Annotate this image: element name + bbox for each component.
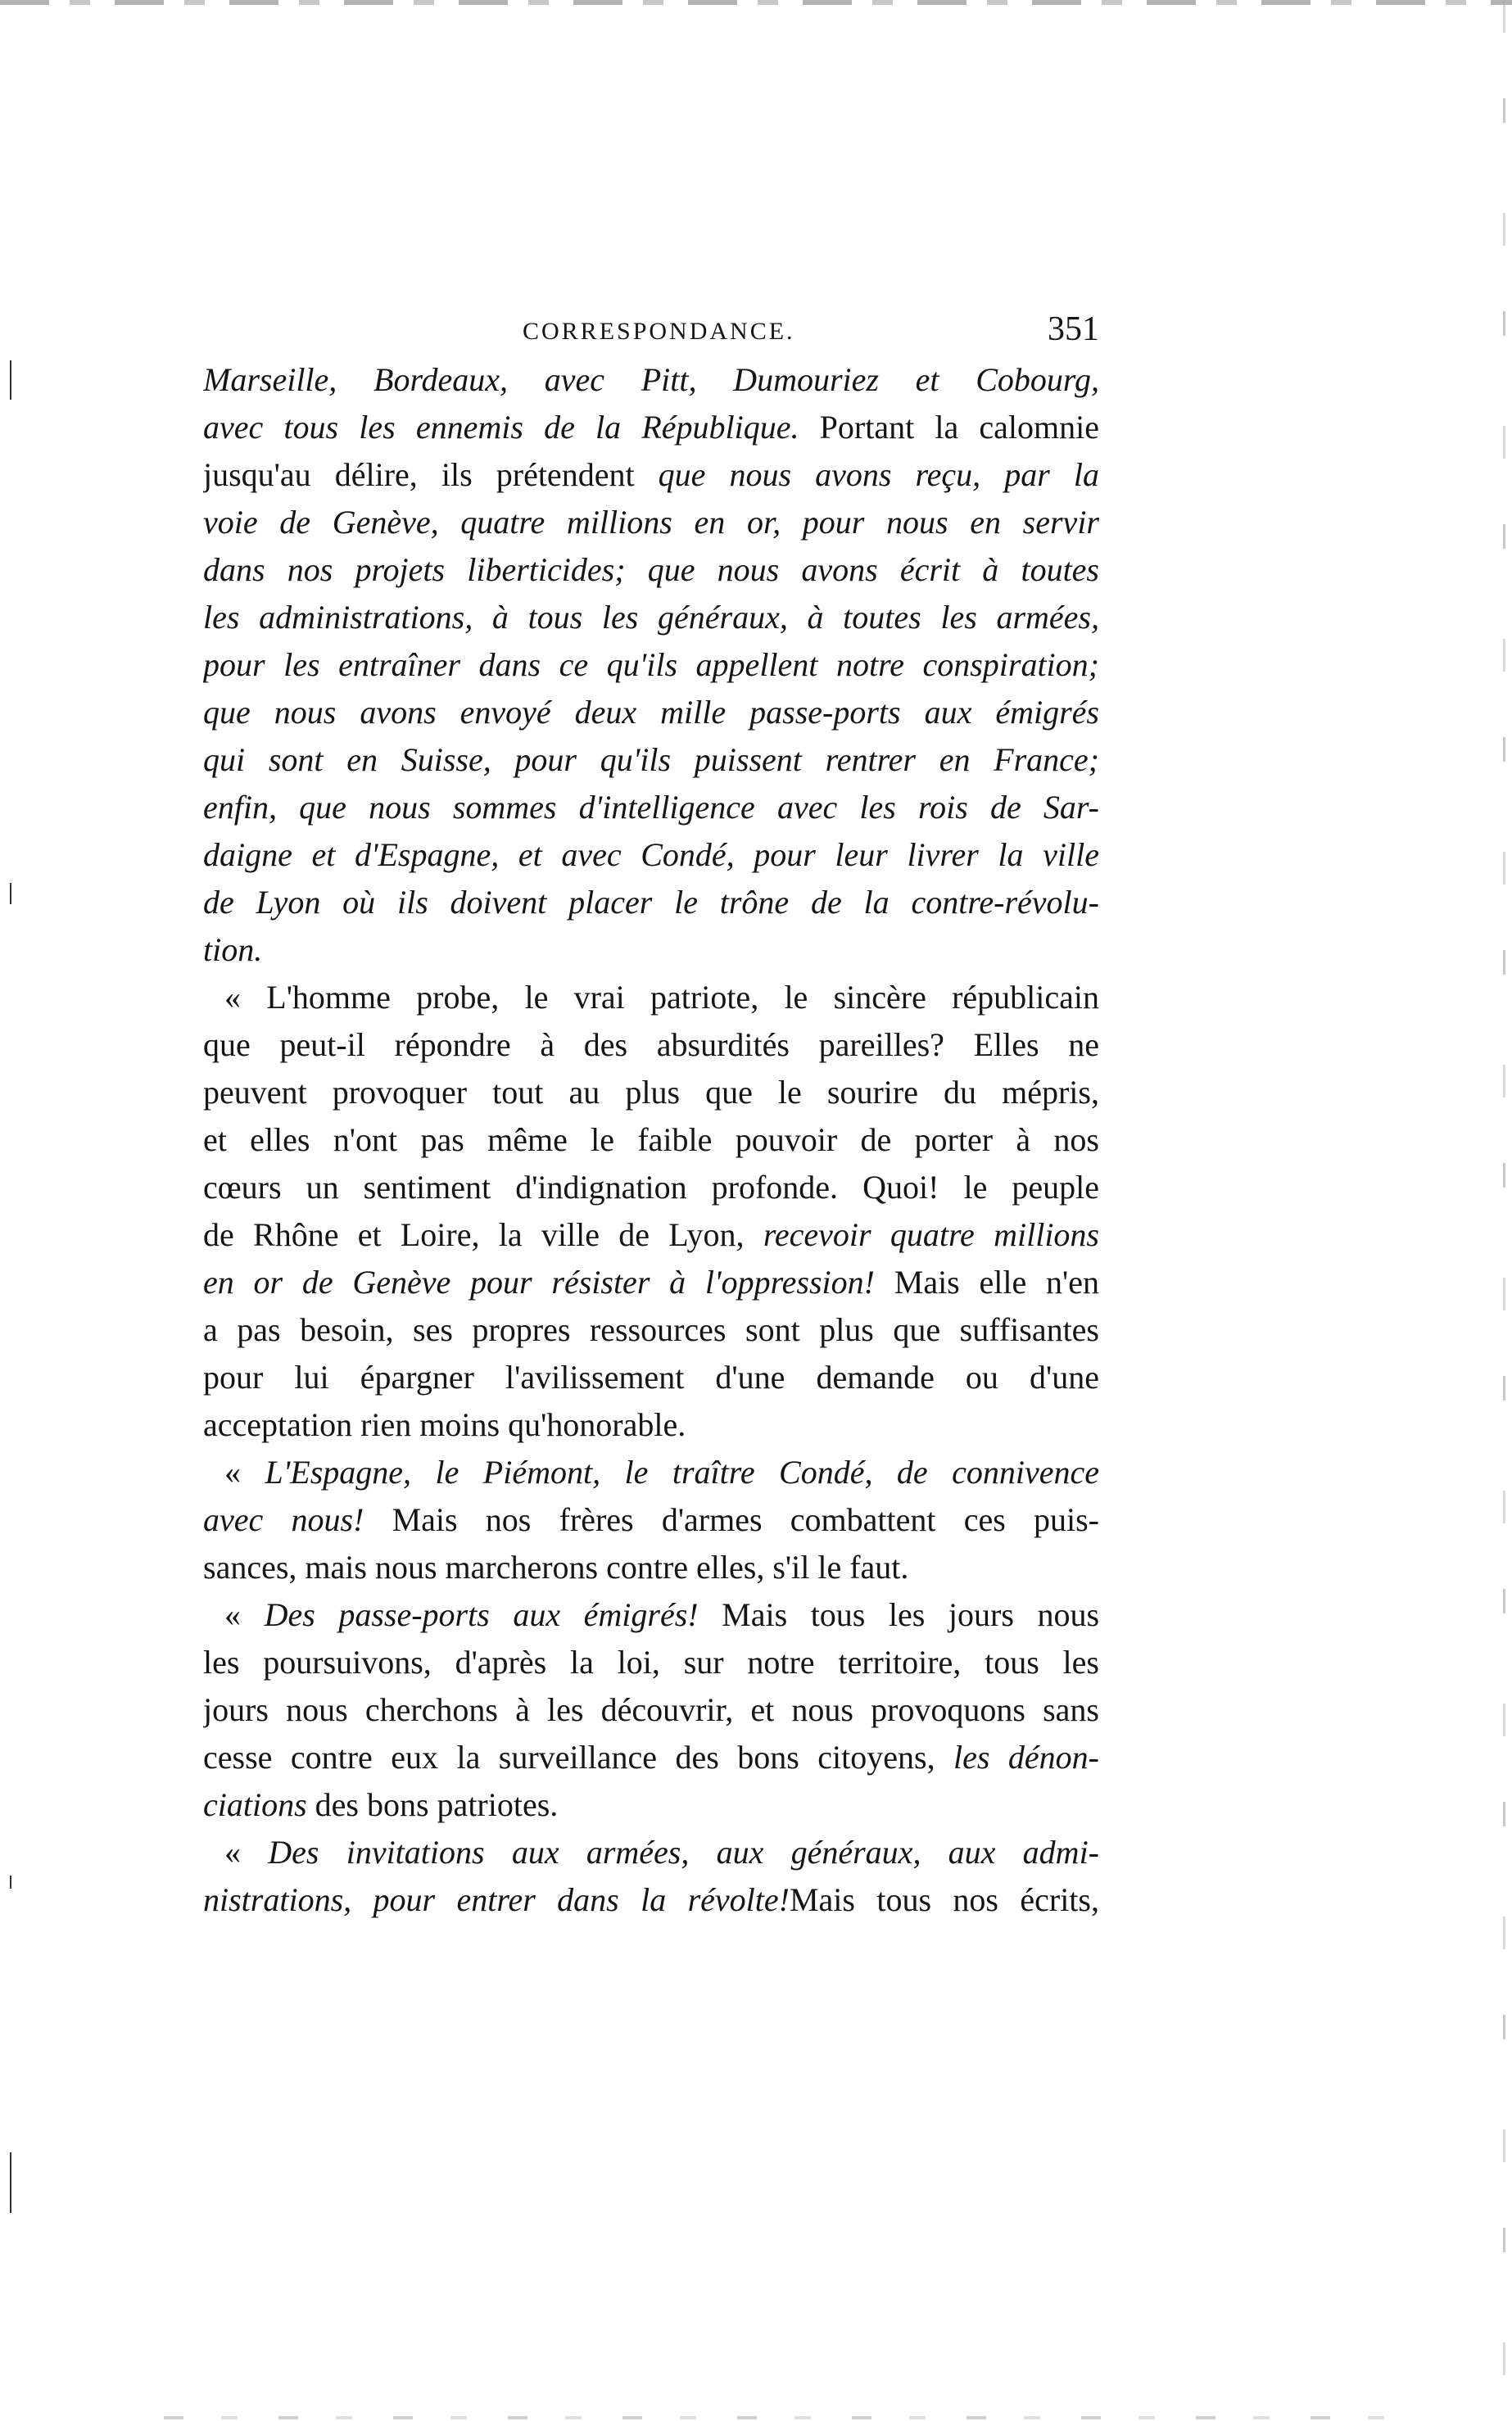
- text-line: [203, 926, 1099, 974]
- text-line: [203, 1734, 1099, 1781]
- roman-text: «: [224, 1834, 269, 1871]
- italic-text: tion.: [203, 931, 263, 968]
- text-line: [203, 404, 1099, 451]
- roman-text: «: [224, 1454, 265, 1491]
- scan-right-edge: [1503, 0, 1505, 2421]
- italic-text: dans nos projets liberticides; que nous avons écrit à toutes: [203, 551, 1099, 588]
- italic-text: voie de Genève, quatre millions en or, pour nous en servir: [203, 504, 1099, 541]
- roman-text: et elles n'ont pas même le faible pouvoir de porter à nos: [203, 1121, 1099, 1158]
- roman-text: cesse contre eux la surveillance des bons citoyens,: [203, 1739, 954, 1776]
- roman-text: Portant la calomnie: [799, 409, 1099, 446]
- roman-text: jours nous cherchons à les découvrir, et nous provoquons sans: [203, 1691, 1099, 1728]
- roman-text: «: [224, 1596, 265, 1633]
- text-line: [203, 594, 1099, 641]
- roman-text: jusqu'au délire, ils prétendent: [203, 456, 659, 493]
- italic-text: enfin, que nous sommes d'intelligence avec les rois de Sar-: [203, 789, 1099, 826]
- margin-mark: [10, 360, 11, 400]
- text-line: [203, 1401, 1099, 1449]
- italic-text: les administrations, à tous les généraux, à toutes les armées,: [203, 599, 1099, 636]
- italic-text: recevoir quatre millions: [763, 1216, 1099, 1253]
- text-line: [203, 1164, 1099, 1211]
- text-line: [203, 784, 1099, 831]
- italic-text: de Lyon où ils doivent placer le trône de la contre-révolu-: [203, 884, 1099, 921]
- italic-text: daigne et d'Espagne, et avec Condé, pour leur livrer la ville: [203, 836, 1099, 873]
- page-number: 351: [1048, 310, 1099, 348]
- italic-text: nistrations, pour entrer dans la révolte!: [203, 1881, 790, 1918]
- text-line: [203, 1686, 1099, 1734]
- text-line: [203, 1876, 1099, 1924]
- text-line: [203, 1449, 1099, 1496]
- text-line: [203, 641, 1099, 689]
- italic-text: L'Espagne, le Piémont, le traître Condé, de connivence: [265, 1454, 1099, 1491]
- italic-text: avec nous!: [203, 1501, 364, 1538]
- roman-text: sances, mais nous marcherons contre elles, s'il le faut.: [203, 1549, 909, 1586]
- roman-text: de Rhône et Loire, la ville de Lyon,: [203, 1216, 763, 1253]
- text-line: [203, 1021, 1099, 1069]
- roman-text: Mais nos frères d'armes combattent ces puis-: [364, 1501, 1099, 1538]
- italic-text: ciations: [203, 1786, 307, 1823]
- text-line: [203, 1306, 1099, 1354]
- roman-text: des bons patriotes.: [306, 1786, 559, 1823]
- text-line: [203, 879, 1099, 926]
- margin-mark: [10, 2152, 11, 2213]
- text-line: [203, 451, 1099, 499]
- text-line: [203, 689, 1099, 736]
- text-line: [203, 356, 1099, 404]
- italic-text: que nous avons envoyé deux mille passe-ports aux émigrés: [203, 694, 1099, 731]
- italic-text: avec tous les ennemis de la République.: [203, 409, 799, 446]
- text-line: [203, 1591, 1099, 1639]
- italic-text: pour les entraîner dans ce qu'ils appellent notre conspiration;: [203, 646, 1099, 683]
- roman-text: les poursuivons, d'après la loi, sur notre territoire, tous les: [203, 1644, 1099, 1681]
- italic-text: les dénon-: [953, 1739, 1099, 1776]
- scan-bottom-edge: [164, 2416, 1414, 2419]
- italic-text: Marseille, Bordeaux, avec Pitt, Dumouriez et Cobourg,: [203, 361, 1099, 398]
- italic-text: que nous avons reçu, par la: [658, 456, 1099, 493]
- roman-text: Mais tous nos écrits,: [789, 1881, 1099, 1918]
- text-line: [203, 1211, 1099, 1259]
- text-line: [203, 736, 1099, 784]
- italic-text: Des invitations aux armées, aux généraux, aux admi-: [268, 1834, 1099, 1871]
- text-line: [203, 1829, 1099, 1876]
- text-line: [203, 1069, 1099, 1116]
- roman-text: acceptation rien moins qu'honorable.: [203, 1406, 686, 1443]
- text-line: [203, 1544, 1099, 1591]
- text-line: [203, 1116, 1099, 1164]
- roman-text: pour lui épargner l'avilissement d'une demande ou d'une: [203, 1359, 1099, 1396]
- margin-mark: [10, 1876, 11, 1889]
- roman-text: Mais elle n'en: [874, 1264, 1099, 1301]
- roman-text: cœurs un sentiment d'indignation profonde. Quoi! le peuple: [203, 1169, 1099, 1206]
- text-line: [203, 1496, 1099, 1544]
- running-title: CORRESPONDANCE.: [523, 318, 795, 345]
- text-line: [203, 974, 1099, 1021]
- scan-top-edge: [0, 0, 1512, 5]
- body-text: [203, 356, 1099, 1924]
- text-line: [203, 831, 1099, 879]
- text-line: [203, 546, 1099, 594]
- text-line: [203, 499, 1099, 546]
- roman-text: peuvent provoquer tout au plus que le sourire du mépris,: [203, 1074, 1099, 1111]
- roman-text: que peut-il répondre à des absurdités pareilles? Elles ne: [203, 1026, 1099, 1063]
- running-header: [203, 310, 1099, 355]
- text-line: [203, 1781, 1099, 1829]
- roman-text: Mais tous les jours nous: [698, 1596, 1099, 1633]
- roman-text: « L'homme probe, le vrai patriote, le sincère républicain: [224, 979, 1099, 1016]
- text-line: [203, 1354, 1099, 1401]
- italic-text: Des passe-ports aux émigrés!: [264, 1596, 699, 1633]
- roman-text: a pas besoin, ses propres ressources sont plus que suffisantes: [203, 1311, 1099, 1348]
- margin-mark: [10, 883, 11, 904]
- italic-text: en or de Genève pour résister à l'oppression!: [203, 1264, 875, 1301]
- text-line: [203, 1259, 1099, 1306]
- italic-text: qui sont en Suisse, pour qu'ils puissent rentrer en France;: [203, 741, 1099, 778]
- text-line: [203, 1639, 1099, 1686]
